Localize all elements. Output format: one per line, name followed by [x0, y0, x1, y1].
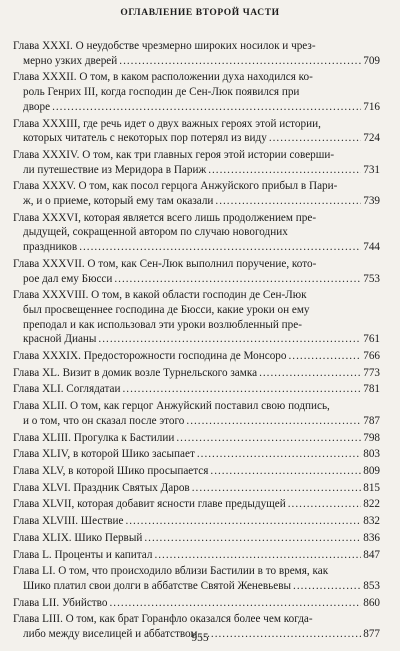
- toc-entry-line: [13, 148, 380, 163]
- dot-leader: [289, 349, 362, 364]
- toc-entry-line: [13, 548, 380, 563]
- dot-leader: [176, 431, 361, 446]
- toc-entry: [13, 431, 380, 446]
- toc-page-number: 815: [363, 481, 380, 494]
- toc-entry-line: [13, 596, 380, 611]
- toc-entry: [13, 39, 380, 68]
- dot-leader: [288, 497, 361, 512]
- dot-leader: [269, 131, 361, 146]
- dot-leader: [52, 100, 361, 115]
- toc-entry-text: мерно узких дверей: [23, 54, 118, 67]
- toc-entry-line: [13, 70, 380, 85]
- toc-page-number: 853: [363, 579, 380, 592]
- toc-entry-text: красной Дианы: [23, 333, 97, 346]
- toc-entry-line: [13, 579, 380, 594]
- toc-entry-line: [13, 117, 380, 132]
- toc-entry-text: Глава XLIII. Прогулка к Бастилии: [13, 431, 175, 444]
- toc-entry-text: Глава XXXVIII. О том, в какой области господин де Сен-Люк: [13, 289, 307, 302]
- toc-entry-line: [13, 272, 380, 287]
- toc-entry-line: [13, 366, 380, 381]
- toc-entry-line: [13, 179, 380, 194]
- toc-entry-text: Глава XXXVII. О том, как Сен-Люк выполнил поручение, кото-: [13, 257, 317, 270]
- toc-entry-line: [13, 85, 380, 100]
- toc-entry-text: дворе: [23, 100, 51, 113]
- toc-entry-line: [13, 39, 380, 54]
- toc-entry-line: [13, 163, 380, 178]
- toc-page-number: 731: [363, 163, 380, 176]
- toc-page-number: 724: [363, 132, 380, 145]
- toc-entry-text: Глава XXXII. О том, в каком расположении духа находился ко-: [13, 71, 313, 84]
- dot-leader: [114, 272, 361, 287]
- toc-entry: [13, 382, 380, 397]
- toc-entry-text: и о том, что он сказал после этого: [23, 414, 185, 427]
- toc-entry-line: [13, 240, 380, 255]
- toc-entry-line: [13, 257, 380, 272]
- toc-entry: [13, 596, 380, 611]
- dot-leader: [208, 163, 361, 178]
- toc-entry-text: Глава XXXV. О том, как посол герцога Анжуйского прибыл в Пари-: [13, 180, 338, 193]
- toc-entry-line: [13, 349, 380, 364]
- toc-entry-text: Глава XLIV, в которой Шико засыпает: [13, 448, 195, 461]
- toc-entry: [13, 349, 380, 364]
- toc-entry: [13, 211, 380, 255]
- toc-entry-line: [13, 303, 380, 318]
- toc-entry-text: Глава XLVIII. Шествие: [13, 515, 124, 528]
- toc-entry-text: был просвещеннее господина де Бюсси, какие уроки он ему: [23, 303, 310, 316]
- toc-entry-text: Глава XXXI. О неудобстве чрезмерно широких носилок и чрез-: [13, 40, 316, 52]
- toc-entry-line: [13, 54, 380, 69]
- toc-entry-text: роль Генрих III, когда господин де Сен-Люк появился при: [23, 86, 300, 99]
- toc-entry: [13, 548, 380, 563]
- toc-page-number: 773: [363, 366, 380, 379]
- toc-entry-line: [13, 564, 380, 579]
- toc-page-number: 766: [363, 350, 380, 363]
- toc-page-number: 761: [363, 333, 380, 346]
- toc-entry-text: Глава XL. Визит в домик возле Турнельского замка: [13, 366, 258, 379]
- toc-entry-text: Глава XXXIII, где речь идет о двух важных героях этой истории,: [13, 117, 321, 130]
- toc-entry: [13, 464, 380, 479]
- toc-entry-line: [13, 431, 380, 446]
- dot-leader: [192, 481, 362, 496]
- toc-entry: [13, 179, 380, 208]
- dot-leader: [125, 514, 361, 529]
- dot-leader: [110, 596, 362, 611]
- toc-entry-line: [13, 131, 380, 146]
- toc-entry-text: Глава XLVI. Праздник Святых Даров: [13, 481, 190, 494]
- toc-entry-text: преподал и как использовал эти уроки возлюбленный пре-: [23, 318, 302, 331]
- toc-page-number: 744: [363, 241, 380, 254]
- dot-leader: [119, 54, 361, 69]
- toc-entry-text: которых читатель с некоторых пор потерял из виду: [23, 132, 267, 145]
- toc-entry-line: [13, 414, 380, 429]
- toc-entry-line: [13, 612, 380, 627]
- toc-entry: [13, 148, 380, 177]
- toc-entry-line: [13, 100, 380, 115]
- toc-entry-text: Глава XXXVI, которая является всего лишь продолжением пре-: [13, 211, 317, 224]
- toc-page-number: 877: [363, 628, 380, 641]
- toc-entry: [13, 531, 380, 546]
- toc-entry: [13, 447, 380, 462]
- toc-entry-text: дыдущей, сокращенной автором по случаю новогодних: [23, 226, 288, 239]
- toc-entry-line: [13, 464, 380, 479]
- toc-entry-text: ж, и о приеме, который ему там оказали: [23, 195, 214, 208]
- toc-page-number: 809: [363, 464, 380, 477]
- toc-entry-line: [13, 382, 380, 397]
- dot-leader: [210, 464, 361, 479]
- toc-page-number: 798: [363, 431, 380, 444]
- toc-entry-text: Глава L. Проценты и капитал: [13, 548, 153, 561]
- toc-page-number: 822: [363, 498, 380, 511]
- toc-entry-line: [13, 447, 380, 462]
- toc-entry-text: Глава XLII. О том, как герцог Анжуйский поставил свою подпись,: [13, 400, 330, 413]
- dot-leader: [122, 382, 361, 397]
- toc-entry-text: Глава XLVII, которая добавит ясности главе предыдущей: [13, 498, 286, 511]
- dot-leader: [186, 414, 361, 429]
- toc-entry-line: [13, 194, 380, 209]
- toc-entry-line: [13, 399, 380, 414]
- toc-entry: [13, 564, 380, 593]
- toc-entry: [13, 288, 380, 347]
- dot-leader: [259, 366, 361, 381]
- dot-leader: [197, 447, 361, 462]
- toc-entry: [13, 514, 380, 529]
- dot-leader: [293, 579, 361, 594]
- toc-entry-text: Глава XLI. Соглядатаи: [13, 383, 121, 396]
- toc-entry-text: Шико платил свои долги в аббатстве Святой Женевьевы: [23, 579, 292, 592]
- toc-entry-text: Глава XXXIV. О том, как три главных героя этой истории соверши-: [13, 148, 335, 161]
- running-header: ОГЛАВЛЕНИЕ ВТОРОЙ ЧАСТИ: [120, 8, 280, 18]
- toc-page-number: 803: [363, 448, 380, 461]
- toc-page-number: 781: [363, 383, 380, 396]
- toc-entry-line: [13, 318, 380, 333]
- toc-page-number: 860: [363, 596, 380, 609]
- toc-page-number: 847: [363, 548, 380, 561]
- toc-entry: [13, 399, 380, 428]
- dot-leader: [154, 548, 361, 563]
- toc-page-number: 716: [363, 100, 380, 113]
- toc-entry-text: Глава XLV, в которой Шико просыпается: [13, 464, 209, 477]
- toc-entry-text: Глава LI. О том, что происходило вблизи Бастилии в то время, как: [13, 565, 329, 578]
- toc-entry-line: [13, 211, 380, 226]
- toc-entry-line: [13, 481, 380, 496]
- dot-leader: [215, 194, 361, 209]
- toc-entry: [13, 70, 380, 114]
- toc-entry-line: [13, 514, 380, 529]
- toc-page-number: 832: [363, 515, 380, 528]
- toc-entry-line: [13, 225, 380, 240]
- dot-leader: [98, 332, 361, 347]
- toc-entry: [13, 497, 380, 512]
- dot-leader: [144, 531, 361, 546]
- page-number: 955: [191, 632, 209, 644]
- toc-page-number: 836: [363, 531, 380, 544]
- toc-page-number: 739: [363, 195, 380, 208]
- toc-entry-text: Глава LII. Убийство: [13, 596, 108, 609]
- toc-page-number: 787: [363, 414, 380, 427]
- table-of-contents: [13, 39, 380, 644]
- toc-entry-line: [13, 332, 380, 347]
- toc-entry-line: [13, 288, 380, 303]
- toc-page-number: 753: [363, 272, 380, 285]
- toc-entry: [13, 481, 380, 496]
- toc-entry-text: рое дал ему Бюсси: [23, 272, 113, 285]
- toc-page-number: 709: [363, 54, 380, 67]
- toc-entry-text: Глава XXXIX. Предосторожности господина де Монсоро: [13, 350, 287, 363]
- toc-entry-text: либо между виселицей и аббатством: [23, 628, 198, 641]
- toc-entry-line: [13, 497, 380, 512]
- toc-entry: [13, 366, 380, 381]
- toc-entry-text: Глава LIII. О том, как брат Горанфло оказался более чем когда-: [13, 613, 313, 626]
- dot-leader: [79, 240, 361, 255]
- toc-entry-text: ли путешествие из Меридора в Париж: [23, 163, 207, 176]
- toc-entry: [13, 117, 380, 146]
- toc-entry: [13, 257, 380, 286]
- toc-entry-text: Глава XLIX. Шико Первый: [13, 531, 143, 544]
- toc-entry-text: праздников: [23, 241, 78, 254]
- toc-entry-line: [13, 531, 380, 546]
